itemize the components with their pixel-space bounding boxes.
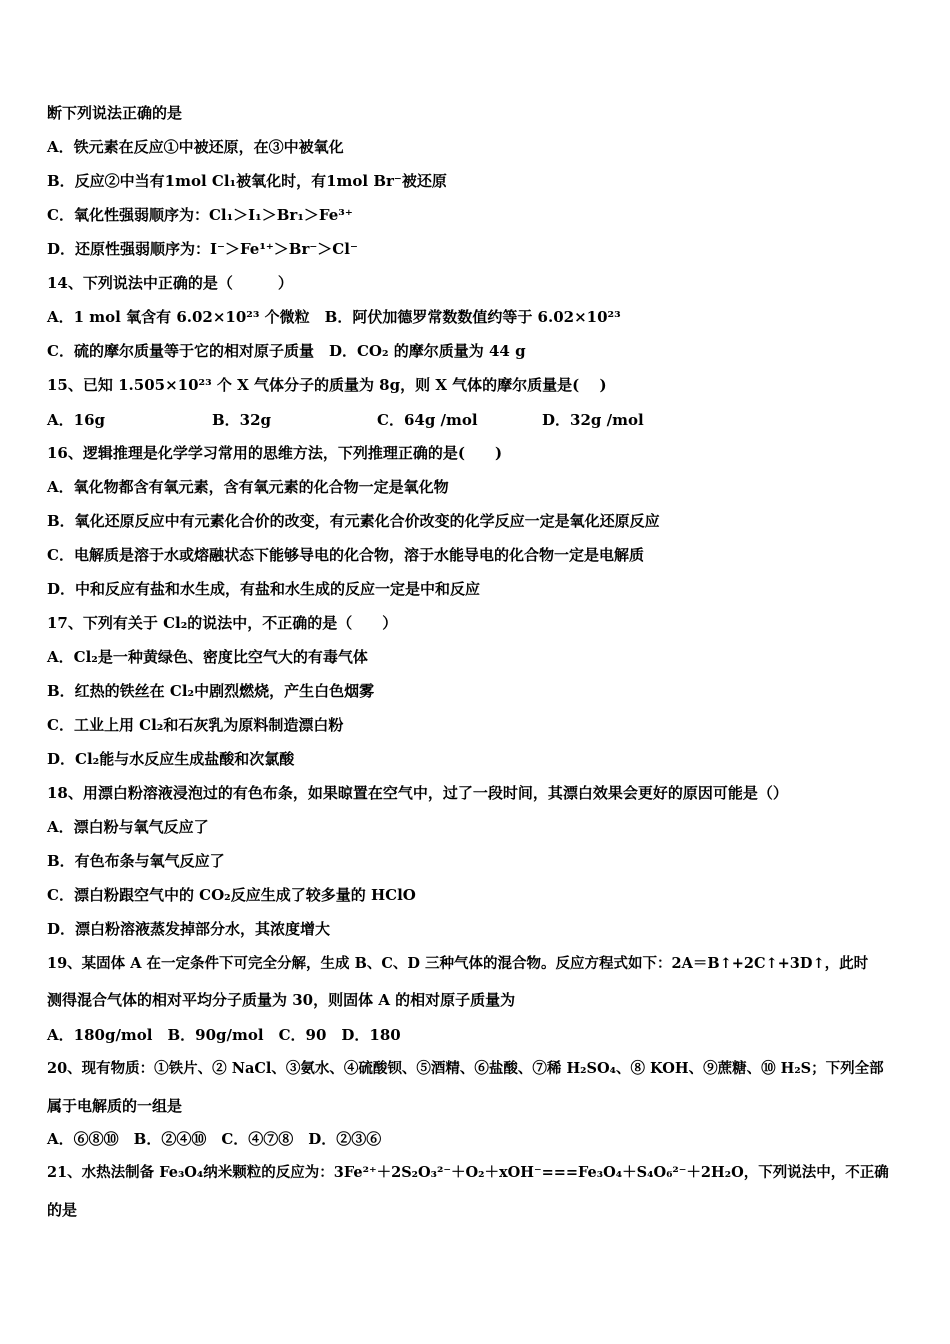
q15-option-d: D．32g /mol [542,411,644,429]
q15-option-a: A．16g [47,411,106,429]
q18-option-d: D．漂白粉溶液蒸发掉部分水，其浓度增大 [47,920,331,938]
q17-option-b: B．红热的铁丝在 Cl₂中剧烈燃烧，产生白色烟雾 [47,682,375,700]
q14-options-row-2: C．硫的摩尔质量等于它的相对原子质量 D．CO₂ 的摩尔质量为 44 g [47,342,526,360]
q16-option-a: A．氧化物都含有氧元素，含有氧元素的化合物一定是氧化物 [47,478,449,496]
q13-option-a: A．铁元素在反应①中被还原，在③中被氧化 [47,138,344,156]
q13-option-b: B．反应②中当有1mol Cl₁被氧化时，有1mol Br⁻被还原 [47,172,447,190]
q19-stem-line-2: 测得混合气体的相对平均分子质量为 30，则固体 A 的相对原子质量为 [47,991,516,1009]
q13-option-d: D．还原性强弱顺序为：I⁻＞Fe¹⁺＞Br⁻＞Cl⁻ [47,240,358,258]
q17-option-c: C．工业上用 Cl₂和石灰乳为原料制造漂白粉 [47,716,344,734]
q19-stem-line-1: 19、某固体 A 在一定条件下可完全分解，生成 B、C、D 三种气体的混合物。反应方程式如下：2A＝B↑+2C↑+3D↑，此时 [47,955,869,972]
q20-stem-line-1: 20、现有物质：①铁片、② NaCl、③氨水、④硫酸钡、⑤酒精、⑥盐酸、⑦稀 H₂SO₄、⑧ KOH、⑨蔗糖、⑩ H₂S；下列全部 [47,1060,884,1077]
q16-option-b: B．氧化还原反应中有元素化合价的改变，有元素化合价改变的化学反应一定是氧化还原反应 [47,512,660,530]
q15-stem: 15、已知 1.505×10²³ 个 X 气体分子的质量为 8g，则 X 气体的摩尔质量是( ) [47,376,607,394]
q18-stem: 18、用漂白粉溶液浸泡过的有色布条，如果晾置在空气中，过了一段时间，其漂白效果会更好的原因可能是（） [47,784,788,802]
q18-option-a: A．漂白粉与氧气反应了 [47,818,209,836]
q16-option-c: C．电解质是溶于水或熔融状态下能够导电的化合物，溶于水能导电的化合物一定是电解质 [47,546,644,564]
q19-options: A．180g/mol B．90g/mol C．90 D．180 [47,1026,401,1044]
q17-option-a: A．Cl₂是一种黄绿色、密度比空气大的有毒气体 [47,648,368,666]
q20-options: A．⑥⑧⑩ B．②④⑩ C．④⑦⑧ D．②③⑥ [47,1130,382,1148]
q14-options-row-1: A．1 mol 氧含有 6.02×10²³ 个微粒 B．阿伏加德罗常数数值约等于 6.02×10²³ [47,308,621,326]
q14-stem: 14、下列说法中正确的是（ ） [47,274,293,292]
q18-option-c: C．漂白粉跟空气中的 CO₂反应生成了较多量的 HClO [47,886,416,904]
q15-option-b: B．32g [212,411,272,429]
q21-stem-line-1: 21、水热法制备 Fe₃O₄纳米颗粒的反应为：3Fe²⁺＋2S₂O₃²⁻＋O₂＋xOH⁻===Fe₃O₄＋S₄O₆²⁻＋2H₂O，下列说法中，不正确 [47,1164,889,1181]
q20-stem-line-2: 属于电解质的一组是 [47,1097,183,1115]
q21-stem-line-2: 的是 [47,1201,78,1219]
q15-option-c: C．64g /mol [377,411,478,429]
q16-option-d: D．中和反应有盐和水生成，有盐和水生成的反应一定是中和反应 [47,580,481,598]
q13-option-c: C．氧化性强弱顺序为：Cl₁＞I₁＞Br₁＞Fe³⁺ [47,206,353,224]
q17-stem: 17、下列有关于 Cl₂的说法中，不正确的是（ ） [47,614,398,632]
q18-option-b: B．有色布条与氧气反应了 [47,852,225,870]
q16-stem: 16、逻辑推理是化学学习常用的思维方法，下列推理正确的是( ) [47,444,503,462]
q13-stem-tail: 断下列说法正确的是 [47,104,183,122]
q17-option-d: D．Cl₂能与水反应生成盐酸和次氯酸 [47,750,295,768]
